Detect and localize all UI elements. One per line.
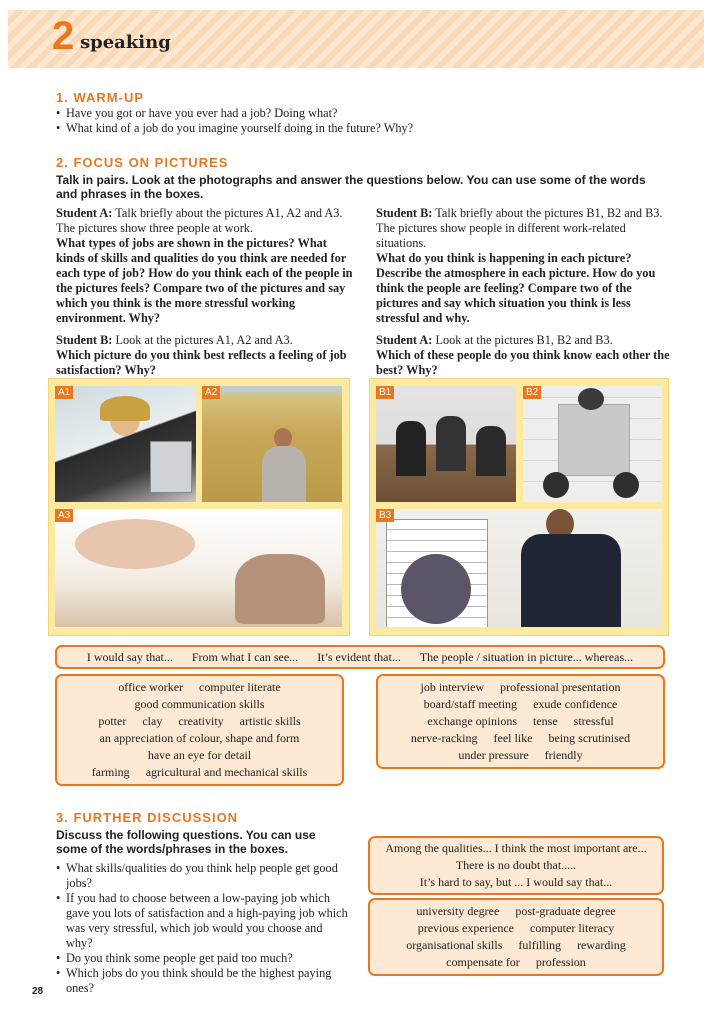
word: have an eye for detail bbox=[147, 748, 252, 762]
further-vocab-box bbox=[368, 898, 664, 976]
follow-question: Which picture do you think best reflects a feeling of job satisfaction? Why? bbox=[56, 348, 347, 377]
further-heading: 3. FURTHER DISCUSSION bbox=[56, 810, 239, 825]
phrase: There is no doubt that..... bbox=[455, 858, 577, 872]
chapter-number: 2 bbox=[52, 14, 75, 58]
focus-instructions: Talk in pairs. Look at the photographs and answer the questions below. You can use some of the words and phrases in the boxes. bbox=[56, 173, 646, 201]
word: organisational skills bbox=[406, 938, 503, 952]
list-item: • Have you got or have you ever had a job? Doing what? bbox=[56, 106, 656, 121]
photo-panel-a bbox=[48, 378, 350, 636]
word: being scrutinised bbox=[548, 731, 631, 745]
word: job interview bbox=[420, 680, 485, 694]
word: creativity bbox=[178, 714, 224, 728]
phrase-box bbox=[55, 645, 665, 669]
word: clay bbox=[142, 714, 163, 728]
list-item: • Which jobs do you think should be the highest paying ones? bbox=[56, 966, 352, 996]
intro-label: Student B: bbox=[376, 206, 433, 220]
intro-text: Talk briefly about the pictures B1, B2 and B3. The pictures show people in different work-related situations. bbox=[376, 206, 663, 250]
phrase: It’s hard to say, but ... I would say that... bbox=[419, 875, 613, 889]
photo-b2 bbox=[523, 386, 662, 502]
follow-text: Look at the pictures A1, A2 and A3. bbox=[112, 333, 293, 347]
photo-label: A2 bbox=[202, 386, 220, 399]
list-item: • Do you think some people get paid too much? bbox=[56, 951, 352, 966]
vocab-box-right bbox=[376, 674, 665, 769]
list-item: • What skills/qualities do you think help people get good jobs? bbox=[56, 861, 352, 891]
intro-label: Student A: bbox=[56, 206, 113, 220]
word: an appreciation of colour, shape and form bbox=[99, 731, 300, 745]
questions: What types of jobs are shown in the pictures? What kinds of skills and qualities do you think are needed for each type of job? How do you think each of the people in the pictures feels? Compare two of the pictures and say which you think is the more stressful working environment. Why? bbox=[56, 236, 353, 325]
student-a-column bbox=[56, 206, 356, 378]
word: computer literacy bbox=[530, 921, 615, 935]
photo-label: A3 bbox=[55, 509, 73, 522]
follow-label: Student A: bbox=[376, 333, 433, 347]
list-item: • What kind of a job do you imagine yourself doing in the future? Why? bbox=[56, 121, 656, 136]
word: university degree bbox=[416, 904, 500, 918]
phrase: It’s evident that... bbox=[317, 650, 401, 664]
follow-label: Student B: bbox=[56, 333, 113, 347]
phrase: From what I can see... bbox=[191, 650, 299, 664]
word: office worker bbox=[118, 680, 184, 694]
questions: What do you think is happening in each picture? Describe the atmosphere in each picture. How do you think the people are feeling? Compare two of the pictures and say which situation you think is less stressful and why. bbox=[376, 251, 656, 325]
photo-b3 bbox=[376, 509, 662, 627]
vocab-box-left bbox=[55, 674, 344, 786]
photo-label: B1 bbox=[376, 386, 394, 399]
word: rewarding bbox=[577, 938, 626, 952]
photo-a1 bbox=[55, 386, 196, 502]
further-list bbox=[56, 861, 352, 996]
word: friendly bbox=[544, 748, 583, 762]
word: potter bbox=[98, 714, 127, 728]
word: artistic skills bbox=[239, 714, 301, 728]
further-instructions: Discuss the following questions. You can use some of the words/phrases in the boxes. bbox=[56, 828, 316, 856]
photo-label: B2 bbox=[523, 386, 541, 399]
word: post-graduate degree bbox=[515, 904, 616, 918]
list-item: • If you had to choose between a low-paying job which gave you lots of satisfaction and a high-paying job which was very stressful, which job would you choose and why? bbox=[56, 891, 352, 951]
photo-a2 bbox=[202, 386, 342, 502]
further-phrase-box bbox=[368, 836, 664, 895]
word: under pressure bbox=[458, 748, 529, 762]
warmup-list bbox=[56, 106, 656, 136]
photo-panel-b bbox=[369, 378, 669, 636]
word: agricultural and mechanical skills bbox=[145, 765, 308, 779]
word: professional presentation bbox=[500, 680, 621, 694]
word: tense bbox=[533, 714, 558, 728]
word: good communication skills bbox=[134, 697, 265, 711]
chapter-title: speaking bbox=[80, 32, 171, 53]
phrase: Among the qualities... I think the most important are... bbox=[385, 841, 647, 855]
word: exchange opinions bbox=[427, 714, 517, 728]
word: stressful bbox=[573, 714, 614, 728]
word: previous experience bbox=[417, 921, 514, 935]
intro-text: Talk briefly about the pictures A1, A2 and A3. The pictures show three people at work. bbox=[56, 206, 343, 235]
student-b-column bbox=[376, 206, 676, 378]
word: nerve-racking bbox=[410, 731, 478, 745]
word: board/staff meeting bbox=[423, 697, 518, 711]
phrase: I would say that... bbox=[86, 650, 173, 664]
photo-label: A1 bbox=[55, 386, 73, 399]
word: farming bbox=[91, 765, 130, 779]
follow-text: Look at the pictures B1, B2 and B3. bbox=[432, 333, 613, 347]
photo-label: B3 bbox=[376, 509, 394, 522]
phrase: The people / situation in picture... whereas... bbox=[419, 650, 634, 664]
photo-b1 bbox=[376, 386, 516, 502]
photo-a3 bbox=[55, 509, 342, 627]
word: feel like bbox=[493, 731, 533, 745]
focus-heading: 2. FOCUS ON PICTURES bbox=[56, 155, 229, 170]
word: computer literate bbox=[199, 680, 281, 694]
word: compensate for bbox=[446, 955, 520, 969]
page-number: 28 bbox=[32, 986, 44, 997]
word: fulfilling bbox=[518, 938, 562, 952]
word: profession bbox=[535, 955, 586, 969]
follow-question: Which of these people do you think know each other the best? Why? bbox=[376, 348, 670, 377]
warmup-heading: 1. WARM-UP bbox=[56, 90, 144, 105]
word: exude confidence bbox=[533, 697, 618, 711]
